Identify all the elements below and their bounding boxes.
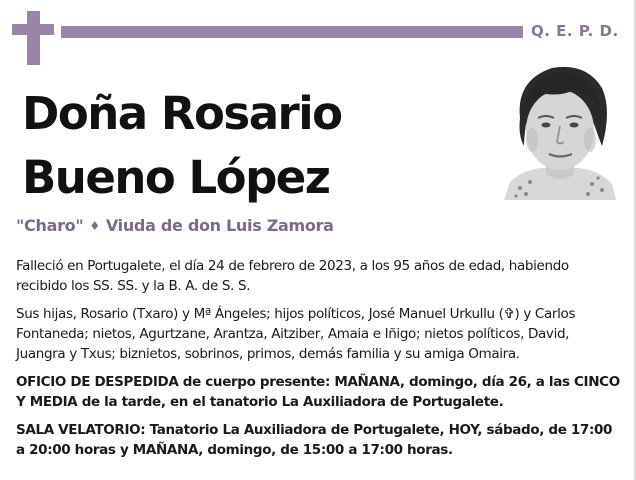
name-line-1: Doña Rosario <box>22 87 342 140</box>
portrait-image <box>502 60 618 200</box>
portrait-photo <box>502 60 618 200</box>
name-line-2: Bueno López <box>22 151 330 204</box>
cross-vertical-bar <box>27 11 40 65</box>
widow-of: Viuda de don Luis Zamora <box>105 216 334 235</box>
qepd-badge: Q. E. P. D. <box>531 22 619 40</box>
family-paragraph: Sus hijas, Rosario (Txaro) y Mª Ángeles; hijos políticos, José Manuel Urkullu (✞) y Carlos Fontaneda; nietos, Agurtzane, Arantza, Aitziber, Amaia e Iñigo; nietos políticos, David, Juangra y Txus; biznietos, sobrinos, primos, demás familia y su amiga Omaira. <box>16 306 576 362</box>
deceased-name <box>22 82 492 210</box>
farewell-paragraph: OFICIO DE DESPEDIDA de cuerpo presente: MAÑANA, domingo, día 26, a las CINCO Y MEDIA de la tarde, en el tanatorio La Auxiliadora de Portugalete. <box>16 374 620 410</box>
nickname: "Charo" <box>16 216 84 235</box>
wake-paragraph: SALA VELATORIO: Tanatorio La Auxiliadora de Portugalete, HOY, sábado, de 17:00 a 20:00 horas y MAÑANA, domingo, de 15:00 a 17:00 horas. <box>16 422 613 458</box>
notice-body <box>16 256 622 468</box>
subtitle <box>16 216 334 235</box>
header-rule <box>61 26 523 38</box>
diamond-separator-icon: ♦ <box>89 219 100 233</box>
cross-horizontal-bar <box>12 24 54 35</box>
death-paragraph: Falleció en Portugalete, el día 24 de febrero de 2023, a los 95 años de edad, habiendo recibido los SS. SS. y la B. A. de S. S. <box>16 258 569 294</box>
